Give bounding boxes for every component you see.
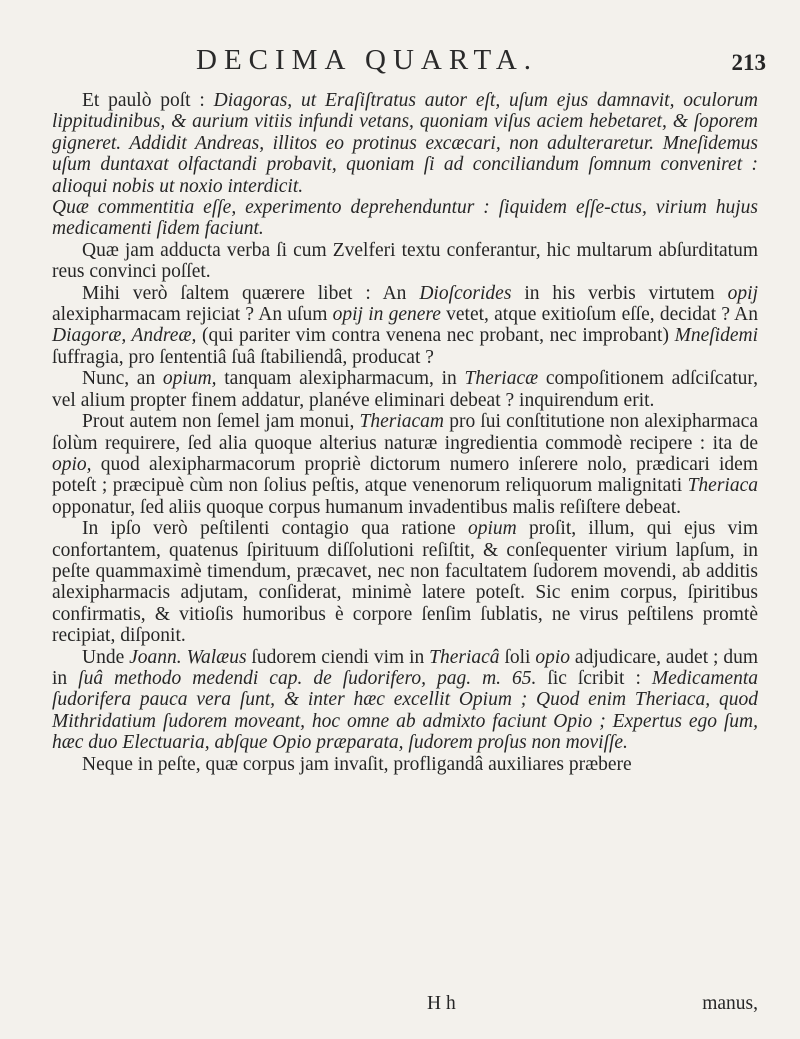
- text-run: In ipſo verò peſtilenti contagio qua ratione: [82, 518, 468, 540]
- text-run: proſit, illum, qui ejus vim confortantem, quatenus ſpirituum diſſolutioni reſiſtit, & conſequenter virium lapſum, in peſte quammaximè timendum, præcavet, nec non facultatem ſudorem movendi, ab additis alexipharmacis adjutam, conſiderat, minimè latere poteſt. Sic enim corpus, ſpiritibus confirmatis, & vitioſis humoribus è corpore ſenſim ſublatis, ne virus peſtilens promtè recipiat, diſponit.: [52, 518, 758, 647]
- text-run: Quæ jam adducta verba ſi cum Zvelferi textu conferantur, hic multarum abſurditatum reus convinci poſſet.: [52, 239, 758, 283]
- italic-text-run: Medicamenta ſudorifera pauca vera ſunt, & inter hæc excellit Opium ; Quod enim Theriaca, quod Mithridatium ſudorem moveant, hoc omne ab admixto faciunt Opio ; Expertus ego ſum, hæc duo Electuaria, abſque Opio præparata, ſudorem proſus non moviſſe.: [52, 667, 759, 754]
- italic-text-run: Quæ commentitia eſſe, experimento deprehenduntur : ſiquidem eſſe-ctus, virium hujus medicamenti ſidem faciunt.: [52, 197, 758, 240]
- text-run: (qui pariter vim contra venena nec probant, nec improbant): [196, 325, 675, 347]
- italic-text-run: opium,: [162, 368, 217, 390]
- page-footer: [52, 993, 758, 1017]
- text-run: Neque in peſte, quæ corpus jam invaſit, profligandâ auxiliares præbere: [82, 753, 632, 775]
- italic-text-run: Diagoras, ut Eraſiſtratus autor eſt, uſum ejus damnavit, oculorum lippitudinibus, & aurium vitiis infundi vetans, quoniam viſus aciem hebetaret, & ſoporem gigneret. Addidit Andreas, illitos eo protinus excæcari, non adulteraretur. Mneſidemus uſum duntaxat olfactandi probavit, quoniam ſi ad conciliandum ſomnum conveniret : alioqui nobis ut noxio interdicit.: [52, 90, 759, 197]
- running-title: DECIMA QUARTA.: [196, 44, 539, 76]
- italic-text-run: opio,: [52, 453, 92, 475]
- catchword: manus,: [702, 993, 758, 1014]
- text-run: ſuffragia, pro ſententiâ ſuâ ſtabiliendâ, producat ?: [52, 346, 434, 368]
- text-run: adjudicare, audet ; dum in: [52, 646, 758, 689]
- paragraph: [52, 368, 758, 411]
- text-run: Mihi verò ſaltem quærere libet : An: [82, 282, 420, 304]
- running-head: [196, 44, 766, 84]
- italic-text-run: opium: [467, 518, 517, 540]
- text-run: opponatur, ſed aliis quoque corpus humanum invadentibus malis reſiſtere debeat.: [52, 496, 682, 518]
- italic-text-run: Dioſcorides: [419, 282, 512, 304]
- paragraph: [52, 90, 758, 197]
- text-run: quod alexipharmacorum propriè dictorum numero inſerere nolo, prædicari idem poteſt ; præcipuè cùm non ſolius peſtis, atque venenorum reliquorum malignitati: [52, 453, 758, 497]
- signature-mark: H h: [427, 993, 456, 1014]
- text-run: tanquam alexipharmacum, in: [216, 368, 465, 390]
- italic-text-run: opij: [727, 282, 758, 304]
- paragraph: [52, 754, 758, 775]
- text-run: compoſitionem adſciſcatur, vel alium propter finem addatur, planéve eliminari debeat ? inquirendum erit.: [52, 368, 758, 411]
- italic-text-run: Theriacâ: [429, 646, 500, 668]
- paragraph: [52, 411, 758, 518]
- italic-text-run: ſuâ methodo medendi cap. de ſudorifero, pag. m. 65.: [78, 667, 537, 689]
- italic-text-run: Theriacæ: [464, 368, 539, 390]
- text-run: alexipharmacam rejiciat ? An uſum: [52, 304, 333, 326]
- text-run: vetet, atque exitioſum eſſe, decidat ? An: [440, 304, 758, 326]
- text-run: Et paulò poſt :: [82, 90, 214, 111]
- italic-text-run: Joann. Walæus: [129, 646, 247, 668]
- text-run: Unde: [82, 646, 130, 668]
- italic-text-run: opij in genere: [332, 304, 441, 326]
- italic-text-run: Diagoræ, Andreæ,: [52, 325, 197, 347]
- text-run: in his verbis virtutem: [511, 282, 728, 304]
- paragraph: [52, 240, 758, 283]
- italic-text-run: Theriacam: [359, 411, 445, 433]
- text-run: pro ſui conſtitutione non alexipharmaca ſolùm requirere, ſed alia quoque alterius naturæ ingredientia commodè recipere : ita de: [52, 411, 758, 454]
- paragraph: [52, 197, 758, 240]
- italic-text-run: Mneſidemi: [674, 325, 758, 347]
- paragraph: [52, 518, 758, 646]
- text-run: ſic ſcribit :: [536, 667, 652, 689]
- page-number: 213: [731, 50, 766, 75]
- body-text: [52, 90, 758, 775]
- paragraph: [52, 647, 758, 754]
- italic-text-run: opio: [535, 646, 571, 668]
- paragraph: [52, 283, 758, 369]
- italic-text-run: Theriaca: [687, 475, 758, 497]
- text-run: Prout autem non ſemel jam monui,: [82, 411, 360, 433]
- text-run: ſoli: [499, 646, 536, 668]
- text-run: ſudorem ciendi vim in: [246, 646, 430, 668]
- text-run: Nunc, an: [82, 368, 163, 390]
